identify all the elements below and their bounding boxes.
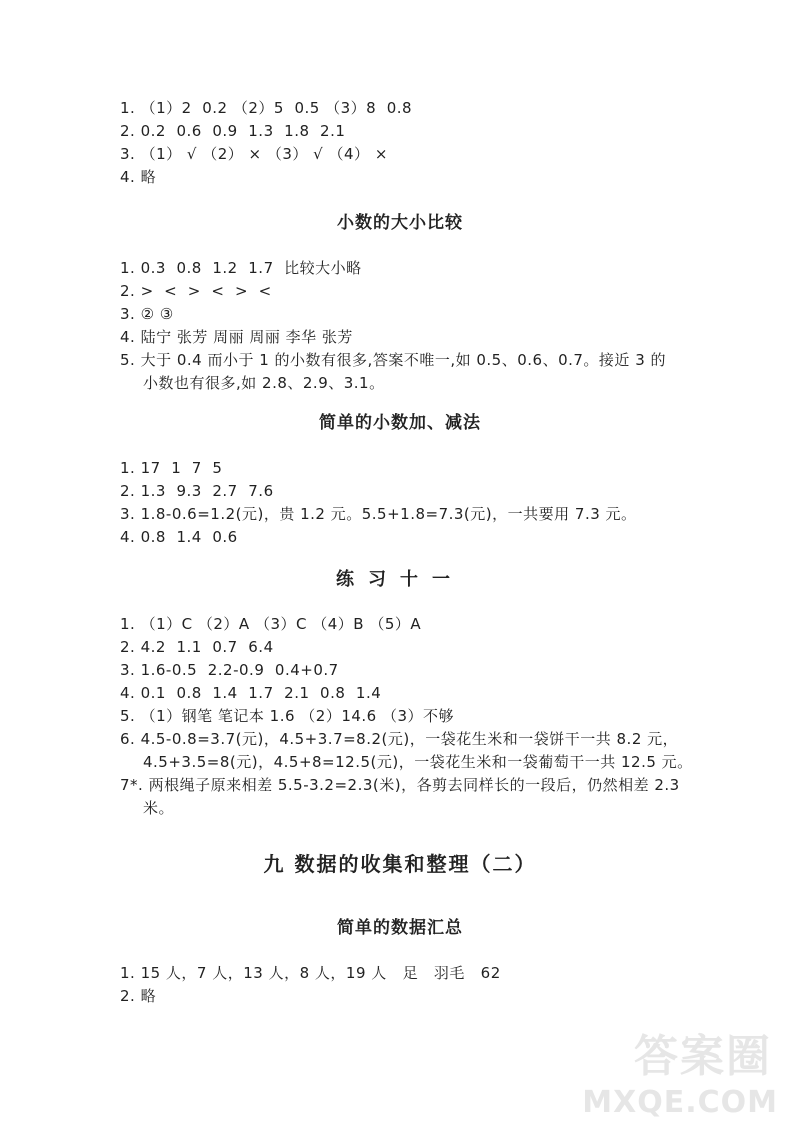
- answer-line: 4. 略: [120, 168, 157, 186]
- answer-line: 2. 0.2 0.6 0.9 1.3 1.8 2.1: [120, 122, 346, 140]
- watermark-top-text: 答案圈: [634, 1031, 772, 1082]
- answer-line: 3. 1.6-0.5 2.2-0.9 0.4+0.7: [120, 661, 339, 679]
- section-title-addsub: 简单的小数加、减法: [319, 413, 481, 433]
- answer-line: 5. 大于 0.4 而小于 1 的小数有很多,答案不唯一,如 0.5、0.6、0.7。接近 3 的: [120, 351, 667, 369]
- answer-line: 2. > < > < > <: [120, 282, 272, 300]
- answer-line: 3. 1.8-0.6=1.2(元)，贵 1.2 元。5.5+1.8=7.3(元)，一共要用 7.3 元。: [120, 505, 637, 523]
- answer-line-continued: 4.5+3.5=8(元)，4.5+8=12.5(元)，一袋花生米和一袋葡萄干一共 12.5 元。: [143, 753, 693, 771]
- answer-line-continued: 小数也有很多,如 2.8、2.9、3.1。: [143, 374, 385, 392]
- answer-line: 4. 0.8 1.4 0.6: [120, 528, 238, 546]
- answer-line: 5. （1）钢笔 笔记本 1.6 （2）14.6 （3）不够: [120, 707, 455, 725]
- watermark-url-text: MXQE.COM: [582, 1085, 778, 1120]
- section-title-compare: 小数的大小比较: [337, 213, 463, 233]
- answer-line: 1. （1）C （2）A （3）C （4）B （5）A: [120, 615, 422, 633]
- section-title-summary: 简单的数据汇总: [337, 918, 463, 938]
- answer-line: 3. ② ③: [120, 305, 174, 323]
- answer-line: 3. （1） √ （2） × （3） √ （4） ×: [120, 145, 388, 163]
- answer-line: 2. 4.2 1.1 0.7 6.4: [120, 638, 274, 656]
- answer-line: 4. 0.1 0.8 1.4 1.7 2.1 0.8 1.4: [120, 684, 382, 702]
- answer-line: 4. 陆宁 张芳 周丽 周丽 李华 张芳: [120, 328, 353, 346]
- answer-line: 2. 1.3 9.3 2.7 7.6: [120, 482, 274, 500]
- answer-line: 6. 4.5-0.8=3.7(元)，4.5+3.7=8.2(元)，一袋花生米和一袋饼干一共 8.2 元，: [120, 730, 679, 748]
- answer-line: 7*. 两根绳子原来相差 5.5-3.2=2.3(米)，各剪去同样长的一段后，仍然相差 2.3: [120, 776, 680, 794]
- answer-line: 2. 略: [120, 987, 157, 1005]
- answer-line: 1. （1）2 0.2 （2）5 0.5 （3）8 0.8: [120, 99, 413, 117]
- answer-line: 1. 15 人，7 人，13 人，8 人，19 人 足 羽毛 62: [120, 964, 501, 982]
- section-title-exercise-11: 练习十一: [336, 569, 464, 590]
- answer-line: 1. 0.3 0.8 1.2 1.7 比较大小略: [120, 259, 362, 277]
- chapter-title: 九 数据的收集和整理（二）: [263, 852, 537, 876]
- watermark-logo: [582, 1020, 778, 1120]
- answer-line: 1. 17 1 7 5: [120, 459, 223, 477]
- answer-line-continued: 米。: [143, 799, 175, 817]
